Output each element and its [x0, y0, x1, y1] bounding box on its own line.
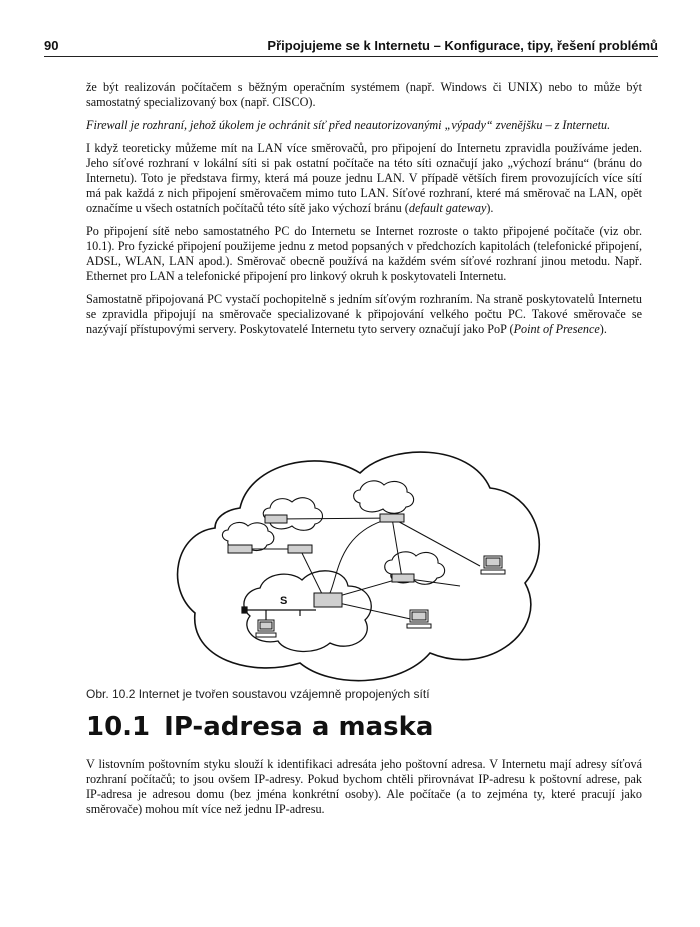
computer-right-bottom	[407, 610, 431, 628]
header-rule	[44, 56, 658, 57]
router-4	[380, 514, 404, 522]
router-lan	[314, 593, 342, 607]
router-1	[265, 515, 287, 523]
lan-label: S	[280, 595, 288, 607]
section-title: IP-adresa a maska	[164, 712, 434, 742]
section-body	[86, 757, 642, 817]
paragraph-5-end: ).	[599, 322, 607, 336]
default-gateway-term: default gateway	[408, 201, 487, 215]
paragraph-3-end: ).	[486, 201, 494, 215]
computer-lan	[256, 620, 276, 637]
section-paragraph: V listovním poštovním styku slouží k identifikaci adresáta jeho poštovní adresa. V Internetu mají adresy síťová rozhraní počítačů; to jsou ovšem IP-adresy. Pokud bychom chtěli přirovnávat IP-adresu k poštovní adrese, pak IP-adresa je adresou domu (bez jména konkrétní osoby). Ale počítače (a to zejména ty, které pracují jako směrovače) mohou mít více než jednu IP-adresu.	[86, 757, 642, 816]
paragraph-5-text: Samostatně připojovaná PC vystačí pochopitelně s jedním síťovým rozhraním. Na straně poskytovatelů Internetu se zpravidla připojují na směrovače specializované k připojování velkého počtu PC. Takové směrovače se nazývají přístupovými servery. Poskytovatelé Internetu tyto servery označují jako PoP (	[86, 292, 642, 336]
router-2	[228, 545, 252, 553]
paragraph-4: Po připojení sítě nebo samostatného PC do Internetu se Internet rozroste o takto připojené počítače (viz obr. 10.1). Pro fyzické připojení použijeme jednu z metod popsaných v předchozích kapitolách (telefonické připojení, ADSL, WLAN, LAN apod.). Směrovač obecně používá na každém svém síťové rozhraní jinou metodu. Např. Ethernet pro LAN a telefonické připojení pro linkový okruh k poskytovateli Internetu.	[86, 224, 642, 283]
internet-diagram	[170, 438, 550, 686]
running-title: Připojujeme se k Internetu – Konfigurace, tipy, řešení problémů	[267, 38, 658, 53]
running-header	[44, 36, 658, 58]
section-number: 10.1	[86, 712, 151, 742]
section-heading	[86, 710, 646, 744]
page-number: 90	[44, 38, 59, 53]
figure-caption: Obr. 10.2 Internet je tvořen soustavou vzájemně propojených sítí	[86, 687, 430, 701]
paragraph-3	[86, 141, 642, 216]
cloud-small-3	[354, 481, 414, 513]
computer-right-top	[481, 556, 505, 574]
router-3	[288, 545, 312, 553]
internet-diagram-svg	[170, 438, 550, 686]
cloud-small-1	[263, 498, 322, 531]
router-5	[392, 574, 414, 582]
paragraph-3-text: I když teoreticky můžeme mít na LAN více směrovačů, pro připojení do Internetu zpravidla používáme jeden. Jeho síťové rozhraní v lokální síti si pak ostatní počítače na této síti označují jako „výchozí bránu“ (bránu do Internetu). Toto je představa firmy, která má pouze jednu LAN. V případě větších firem provozujících více sítí má pak každá z nich připojení směrovačem mimo tuto LAN. Síťové rozhraní, které má směrovač na LAN, opět označíme u všech ostatních počítačů této sítě jako výchozí bránu (	[86, 141, 642, 215]
paragraph-1: že být realizován počítačem s běžným operačním systémem (např. Windows či UNIX) nebo to může být samostatný specializovaný box (např. CISCO).	[86, 80, 642, 109]
pop-term: Point of Presence	[513, 322, 600, 336]
paragraph-5	[86, 292, 642, 337]
body-text	[86, 80, 642, 345]
firewall-definition: Firewall je rozhraní, jehož úkolem je ochránit síť před neautorizovanými „výpady“ zvenějšku – z Internetu.	[86, 118, 611, 132]
